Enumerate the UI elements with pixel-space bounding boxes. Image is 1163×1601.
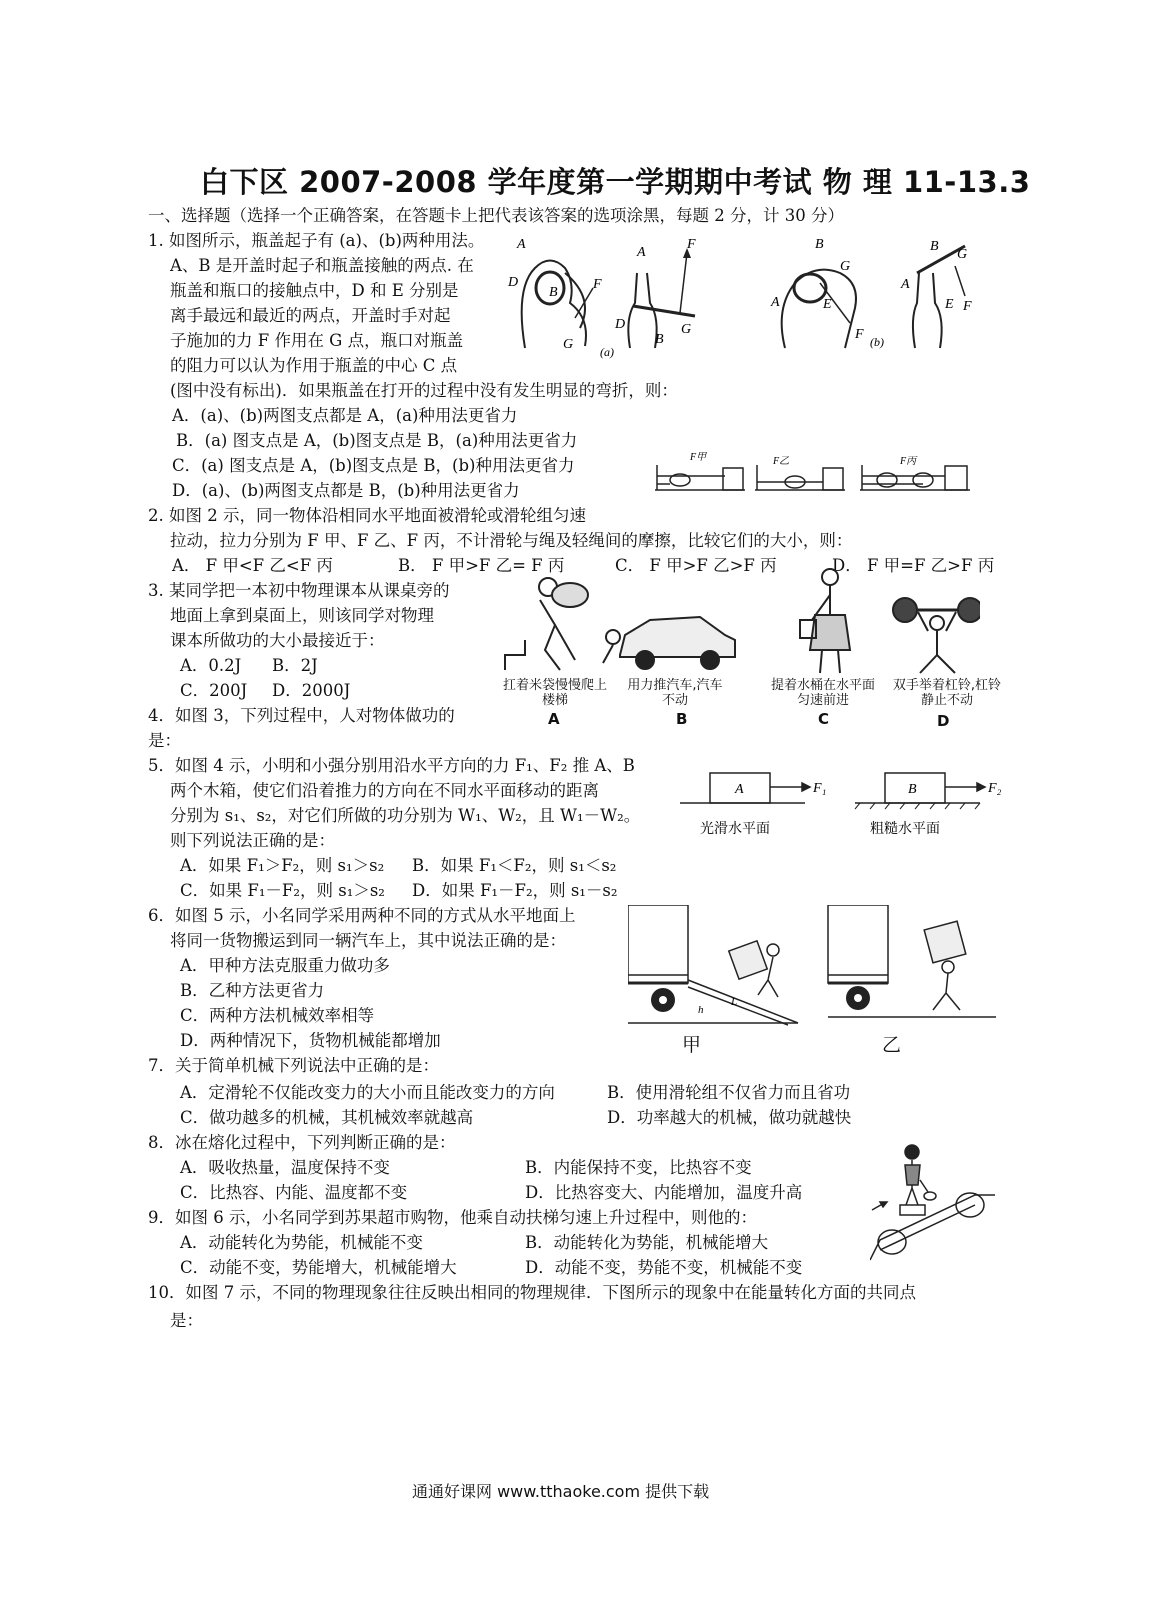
q2-option: B． F 甲>F 乙= F 丙	[398, 556, 565, 575]
q4-caption-a: 扛着米袋慢慢爬上楼梯	[502, 678, 607, 708]
q1-line: 离手最远和最近的两点，开盖时手对起	[170, 306, 451, 325]
fig-label-B: B	[815, 237, 824, 252]
q5-line: 分别为 s₁、s₂，对它们所做的功分别为 W₁、W₂，且 W₁－W₂。	[170, 806, 641, 825]
q4-caption-c: 提着水桶在水平面匀速前进	[770, 678, 875, 708]
q7-option: B．使用滑轮组不仅省力而且省功	[607, 1083, 851, 1102]
fig-label-B: B	[655, 332, 664, 347]
q9-figure	[870, 1140, 995, 1265]
q7-option: D．功率越大的机械，做功就越快	[607, 1108, 852, 1127]
q4-caption-d: 双手举着杠铃,杠铃静止不动	[892, 678, 1002, 708]
q7-line: 7．关于简单机械下列说法中正确的是：	[148, 1056, 439, 1075]
q1-line: 瓶盖和瓶口的接触点中，D 和 E 分别是	[170, 281, 459, 300]
q3-option: B．2J	[272, 656, 318, 675]
q1-line: (图中没有标出)．如果瓶盖在打开的过程中没有发生明显的弯折，则：	[170, 381, 678, 400]
q4-letter-a: A	[548, 710, 560, 728]
q5-figure	[680, 765, 1010, 840]
q4-letter-c: C	[818, 710, 830, 728]
q3-option: C．200J	[180, 681, 248, 700]
q2-option: C． F 甲>F 乙>F 丙	[615, 556, 777, 575]
fig-caption-a: (a)	[600, 345, 614, 359]
q1-figure	[505, 228, 975, 363]
fig-label-G: G	[681, 322, 692, 337]
fig-label-h: h	[698, 1004, 704, 1016]
fig-label-f-yi: F乙	[773, 456, 790, 467]
q6-label-yi: 乙	[882, 1034, 902, 1056]
q5-line: 则下列说法正确的是：	[170, 831, 335, 850]
q6-option: B．乙种方法更省力	[180, 981, 325, 1000]
q10-line: 10．如图 7 示，不同的物理现象往往反映出相同的物理规律．下图所示的现象中在能量转化方面的共同点	[148, 1283, 916, 1302]
fig-label-D: D	[615, 317, 626, 332]
fig-label-F: F	[963, 299, 972, 314]
q5-line: 两个木箱，使它们沿着推力的方向在不同水平面移动的距离	[170, 781, 599, 800]
q4-letter-b: B	[676, 710, 688, 728]
q2-option: D． F 甲=F 乙>F 丙	[832, 556, 995, 575]
q1-option: C．(a) 图支点是 A，(b)图支点是 B，(b)种用法更省力	[172, 456, 575, 475]
q9-option: D．动能不变，势能不变，机械能不变	[525, 1258, 803, 1277]
fig-label-G: G	[957, 247, 968, 262]
q1-option: A．(a)、(b)两图支点都是 A，(a)种用法更省力	[172, 406, 518, 425]
fig-label-E: E	[945, 297, 954, 312]
q6-option: A．甲种方法克服重力做功多	[180, 956, 390, 975]
footer-credit: 通通好课网 www.tthaoke.com 提供下载	[412, 1482, 710, 1501]
q4-figure	[500, 565, 980, 677]
q2-figure	[655, 450, 975, 500]
q1-line: A、B 是开盖时起子和瓶盖接触的两点. 在	[170, 256, 474, 275]
fig-label-box-b: B	[908, 782, 917, 797]
q5-option: D．如果 F₁－F₂，则 s₁－s₂	[412, 881, 618, 900]
fig-label-A: A	[517, 237, 526, 252]
fig-label-F: F	[593, 277, 602, 292]
q6-label-jia: 甲	[682, 1034, 702, 1056]
q2-option: A． F 甲<F 乙<F 丙	[172, 556, 333, 575]
q3-option: D．2000J	[272, 681, 351, 700]
q1-line: 1. 如图所示，瓶盖起子有 (a)、(b)两种用法。	[148, 231, 485, 250]
q2-line: 2. 如图 2 示，同一物体沿相同水平地面被滑轮或滑轮组匀速	[148, 506, 586, 525]
fig-label-l: L	[731, 996, 738, 1008]
q2-line: 拉动，拉力分别为 F 甲、F 乙、F 丙，不计滑轮与绳及轻绳间的摩擦，比较它们的大小，则：	[170, 531, 853, 550]
q1-option: D．(a)、(b)两图支点都是 B，(b)种用法更省力	[172, 481, 520, 500]
fig-label-F: F	[687, 237, 696, 252]
q1-line: 的阻力可以认为作用于瓶盖的中心 C 点	[170, 356, 458, 375]
q10-line: 是：	[170, 1311, 203, 1330]
q8-line: 8．冰在熔化过程中，下列判断正确的是：	[148, 1133, 456, 1152]
fig-label-F: F	[855, 327, 864, 342]
q8-option: C．比热容、内能、温度都不变	[180, 1183, 408, 1202]
q5-option: A．如果 F₁＞F₂，则 s₁＞s₂	[180, 856, 385, 875]
fig-label-f2: F₂	[988, 781, 1002, 796]
q4-caption-b: 用力推汽车,汽车不动	[627, 678, 723, 708]
q4-line: 4．如图 3，下列过程中，人对物体做功的	[148, 706, 455, 725]
q1-option: B．(a) 图支点是 A，(b)图支点是 B，(a)种用法更省力	[176, 431, 578, 450]
fig-label-box-a: A	[735, 782, 744, 797]
fig-label-A: A	[771, 295, 780, 310]
q4-letter-d: D	[937, 712, 950, 730]
fig-label-G: G	[840, 259, 851, 274]
q1-line: 子施加的力 F 作用在 G 点，瓶口对瓶盖	[170, 331, 464, 350]
q8-option: D．比热容变大、内能增加，温度升高	[525, 1183, 803, 1202]
q3-line: 课本所做功的大小最接近于：	[170, 631, 385, 650]
q3-line: 地面上拿到桌面上，则该同学对物理	[170, 606, 434, 625]
fig-label-f-bing: F丙	[900, 456, 917, 467]
q9-line: 9．如图 6 示，小名同学到苏果超市购物，他乘自动扶梯匀速上升过程中，则他的：	[148, 1208, 757, 1227]
q7-option: A．定滑轮不仅能改变力的大小而且能改变力的方向	[180, 1083, 555, 1102]
q6-option: C．两种方法机械效率相等	[180, 1006, 375, 1025]
fig-label-E: E	[823, 297, 832, 312]
fig-label-rough: 粗糙水平面	[870, 821, 940, 837]
fig-label-B: B	[549, 285, 558, 300]
section-heading: 一、选择题（选择一个正确答案，在答题卡上把代表该答案的选项涂黑，每题 2 分，计 30 分）	[148, 206, 844, 225]
fig-label-smooth: 光滑水平面	[700, 821, 770, 837]
q7-option: C．做功越多的机械，其机械效率就越高	[180, 1108, 474, 1127]
fig-caption-b: (b)	[870, 335, 884, 349]
fig-label-G: G	[563, 337, 574, 352]
page-title: 白下区 2007-2008 学年度第一学期期中考试 物 理 11-13.3	[200, 165, 1031, 199]
q5-option: C．如果 F₁－F₂，则 s₁＞s₂	[180, 881, 385, 900]
q4-line: 是：	[148, 731, 181, 750]
q6-option: D．两种情况下，货物机械能都增加	[180, 1031, 441, 1050]
fig-label-A: A	[637, 245, 646, 260]
q6-line: 6．如图 5 示，小名同学采用两种不同的方式从水平地面上	[148, 906, 576, 925]
q9-option: B．动能转化为势能，机械能增大	[525, 1233, 769, 1252]
q6-figure	[628, 905, 998, 1030]
fig-label-f1: F₁	[813, 781, 827, 796]
q6-line: 将同一货物搬运到同一辆汽车上，其中说法正确的是：	[170, 931, 566, 950]
fig-label-f-jia: F甲	[690, 452, 707, 463]
q3-line: 3. 某同学把一本初中物理课本从课桌旁的	[148, 581, 450, 600]
q9-option: C．动能不变，势能增大，机械能增大	[180, 1258, 457, 1277]
fig-label-B: B	[930, 239, 939, 254]
q5-line: 5．如图 4 示，小明和小强分别用沿水平方向的力 F₁、F₂ 推 A、B	[148, 756, 635, 775]
q5-option: B．如果 F₁＜F₂，则 s₁＜s₂	[412, 856, 617, 875]
q8-option: B．内能保持不变，比热容不变	[525, 1158, 752, 1177]
fig-label-A: A	[901, 277, 910, 292]
q8-option: A．吸收热量，温度保持不变	[180, 1158, 390, 1177]
fig-label-D: D	[508, 275, 519, 290]
q3-option: A．0.2J	[180, 656, 242, 675]
q9-option: A．动能转化为势能，机械能不变	[180, 1233, 423, 1252]
